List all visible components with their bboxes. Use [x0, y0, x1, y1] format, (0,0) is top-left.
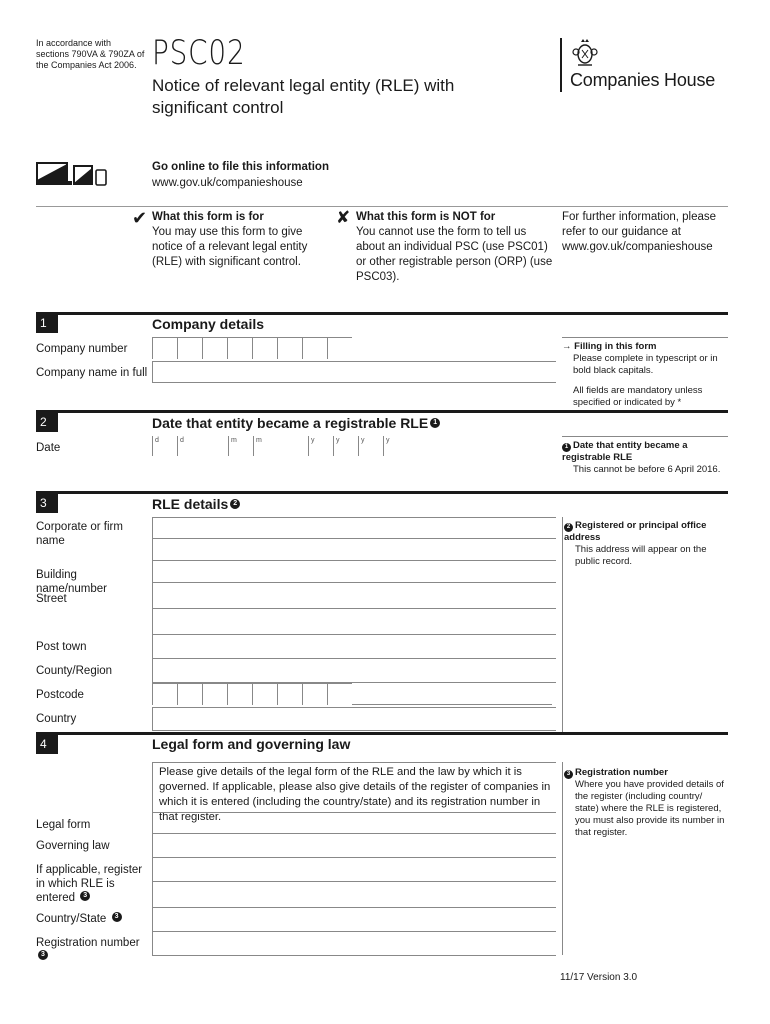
governing-law-input[interactable] [152, 834, 556, 858]
section-number: 2 [36, 413, 58, 432]
country-state-input[interactable] [152, 908, 556, 932]
date-box[interactable]: d [177, 436, 202, 456]
section-heading: Legal form and governing law [152, 736, 351, 752]
street-input-line2[interactable] [152, 609, 556, 635]
section-number: 3 [36, 494, 58, 513]
post-town-input[interactable] [152, 635, 556, 659]
side-note-text: Where you have provided details of the register (including country/ state) where the RLE is registered, you must also provide its number in that register. [575, 779, 725, 838]
form-code: PSC02 [152, 33, 246, 73]
company-number-label: Company number [36, 343, 128, 355]
date-box[interactable]: y [308, 436, 333, 456]
section-bar [36, 491, 728, 494]
devices-icon [36, 158, 108, 188]
date-box[interactable]: y [333, 436, 358, 456]
form-title: Notice of relevant legal entity (RLE) with significant control [152, 76, 455, 117]
country-label: Country [36, 713, 77, 725]
arrow-icon: → [562, 341, 575, 352]
legal-note: In accordance with sections 790VA & 790ZA of the Companies Act 2006. [36, 38, 145, 70]
info-form-for [152, 210, 332, 270]
corporate-name-input[interactable] [152, 517, 556, 539]
section-heading: RLE details 2 [152, 496, 240, 512]
section-number: 4 [36, 735, 58, 754]
side-note-text: Please complete in typescript or in bold black capitals. [573, 353, 718, 376]
companies-house-logo [560, 38, 735, 92]
side-note-registration [562, 764, 728, 839]
info-form-not-for [356, 210, 556, 285]
country-input[interactable] [152, 707, 556, 731]
note-marker: 2 [230, 499, 240, 509]
date-box[interactable]: y [358, 436, 383, 456]
date-input[interactable] [152, 436, 408, 456]
note-marker: 3 [38, 950, 48, 960]
post-town-label: Post town [36, 641, 87, 653]
note-marker: 2 [564, 523, 573, 532]
street-label: Street [36, 593, 67, 605]
online-url[interactable]: www.gov.uk/companieshouse [152, 177, 303, 189]
register-label: If applicable, register in which RLE is entered 3 [36, 864, 143, 904]
corporate-name-label: Corporate or firm name [36, 521, 123, 547]
section-heading: Date that entity became a registrable RLE 1 [152, 415, 440, 431]
register-input-line2[interactable] [152, 882, 556, 908]
governing-law-label: Governing law [36, 840, 110, 852]
side-note-heading: Registration number [575, 767, 668, 778]
crest-icon [572, 38, 598, 68]
info-further: For further information, please refer to our guidance at www.gov.uk/companieshouse [562, 211, 717, 253]
legal-form-input[interactable] [152, 812, 556, 834]
tick-icon: ✔ [132, 208, 148, 228]
register-input[interactable] [152, 858, 556, 882]
date-box[interactable]: m [228, 436, 253, 456]
street-input[interactable] [152, 583, 556, 609]
info-for-heading: What this form is for [152, 211, 264, 223]
section-bar [36, 410, 728, 413]
company-name-label: Company name in full [36, 367, 148, 379]
county-label: County/Region [36, 665, 113, 677]
note-marker: 3 [112, 912, 122, 922]
info-for-text: You may use this form to give notice of a relevant legal entity (RLE) with significant control. [152, 226, 308, 268]
postcode-label: Postcode [36, 689, 84, 701]
date-box[interactable]: m [253, 436, 278, 456]
version-label: 11/17 Version 3.0 [560, 972, 638, 983]
side-note-heading: Filling in this form [574, 341, 657, 352]
side-note-text: All fields are mandatory unless specified or indicated by * [573, 385, 703, 408]
side-note-heading: Date that entity became a registrable RLE [562, 440, 688, 463]
country-state-label: Country/State 3 [36, 912, 151, 926]
date-label: Date [36, 442, 61, 454]
building-input[interactable] [152, 561, 556, 583]
section-intro: Please give details of the legal form of the RLE and the law by which it is governed. If applicable, please also give details of the register of companies in which it is entered (including the country/state) and its registration number in that register. [152, 762, 556, 812]
note-marker: 1 [430, 418, 440, 428]
legal-form-label: Legal form [36, 819, 91, 831]
side-note-heading: Registered or principal office address [564, 520, 707, 543]
county-input[interactable] [152, 659, 556, 683]
registration-number-label: Registration number 3 [36, 937, 140, 958]
section-bar [36, 732, 728, 735]
corporate-name-input-line2[interactable] [152, 539, 556, 561]
divider [36, 206, 728, 207]
side-note-address [562, 517, 728, 568]
date-box[interactable]: d [152, 436, 177, 456]
company-number-input[interactable] [152, 337, 352, 359]
registration-number-input[interactable] [152, 932, 556, 956]
cross-icon: ✘ [336, 208, 351, 227]
building-label: Building name/number [36, 569, 107, 595]
side-note-date [562, 436, 728, 476]
section-number: 1 [36, 314, 58, 333]
online-heading: Go online to file this information [152, 161, 329, 173]
note-marker: 3 [80, 891, 90, 901]
postcode-underline [352, 683, 552, 705]
note-marker: 1 [562, 443, 571, 452]
postcode-input[interactable] [152, 683, 352, 705]
section-bar [36, 312, 728, 315]
info-not-heading: What this form is NOT for [356, 211, 496, 223]
side-note-text: This address will appear on the public record. [575, 544, 707, 567]
note-marker: 3 [564, 770, 573, 779]
info-not-text: You cannot use the form to tell us about an individual PSC (use PSC01) or other registrable person (ORP) (use PSC03). [356, 226, 553, 283]
side-note-text: This cannot be before 6 April 2016. [573, 464, 721, 475]
company-name-input[interactable] [152, 361, 556, 383]
section-heading: Company details [152, 316, 265, 332]
date-box[interactable]: y [383, 436, 408, 456]
logo-text: Companies House [570, 70, 716, 90]
side-note-filling [562, 337, 728, 409]
